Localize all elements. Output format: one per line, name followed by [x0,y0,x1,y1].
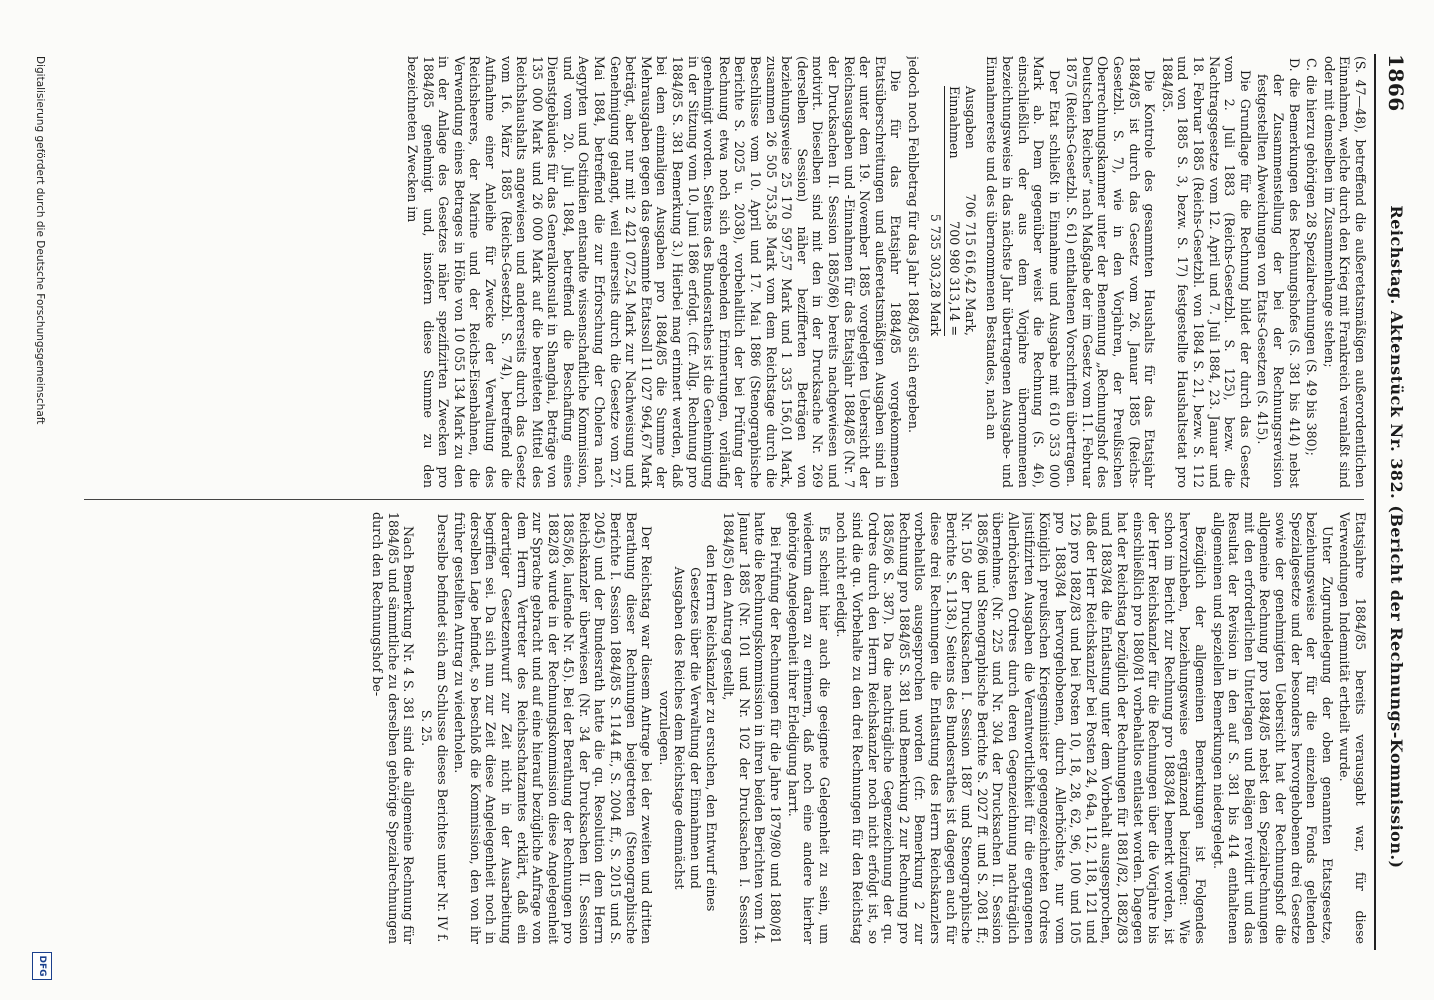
list-item: C. die hierzu gehörigen 28 Spezialrechnungen (S. 49 bis 380); [1304,58,1320,456]
list-item: D. die Bemerkungen des Rechnungshofes (S. 381 bis 414) nebst der Zusammenstellung der bei der Rechnungsrevision festgestellten Abweichungen von Etats-Gesetzen (S. 415). [1255,58,1302,488]
right-column [76,512,1368,944]
dfg-logo: DFG [32,952,52,980]
paragraph: Bei Prüfung der Rechnungen für die Jahre 1879/80 und 1880/81 hatte die Rechnungskommission in ihren beiden Berichten vom 14. Januar 1885 (Nr. 101 und Nr. 102 der Drucksachen I. Session 1884/85) den Antrag gestellt, [721,512,784,944]
page-header [1380,54,1416,950]
paragraph: Nach Bemerkung Nr. 4 S. 381 sind die allgemeine Rechnung für 1884/85 und sämmtliche zu derselben gehörige Spezialrechnungen durch den Rechnungshof be- [370,512,417,944]
sum-value: 700 980 313,14 [947,221,963,322]
paragraph: Etatsjahre 1884/85 bereits verausgabt war, für diese Verwendungen Indemnität ertheilt wurde. [1337,512,1368,944]
sum-block [927,86,978,336]
sum-unit: = [947,325,963,336]
header-rule [1374,54,1376,950]
sum-label: Ausgaben [962,86,978,149]
list-reference: Derselbe befindet sich am Schlusse dieses Berichtes unter Nr. IV f. S. 25. [418,513,450,943]
sum-row-expenditure [962,86,978,336]
paragraph: Unter Zugrundelegung der oben genannten Etatsgesetze, beziehungsweise der für die einzelnen Fonds geltenden Spezialgesetze und der besonders hervorgehobenen drei Gesetze sowie der genehmigten Uebersicht hat der Rechnungshof die allgemeine Rechnung pro 1884/85 nebst den Spezialrechnungen mit den erforderlichen Unterlagen und Belägen revidirt und das Resultat der Revision in den auf S. 381 bis 414 enthaltenen allgemeinen und speziellen Bemerkungen niedergelegt. [1210,512,1335,944]
paragraph: Bezüglich der allgemeinen Bemerkungen ist Folgendes hervorzuheben, beziehungsweise ergänzend beizufügen: Wie schon im Bericht zur Rechnung pro 1883/84 bemerkt worden, ist der Herr Reichskanzler für die Rechnungen über die Vorjahre bis einschließlich pro 1880/81 vorbehaltlos entlastet worden. Dagegen hat der Reichstag bezüglich der Rechnungen für 1881/82, 1882/83 und 1883/84 die Entlastung unter dem Vorbehalt ausgesprochen, daß der Herr Reichskanzler bei Posten 24, 64a, 112, 118, 121 und 126 pro 1882/83 und bei Posten 10, 18, 28, 62, 96, 100 und 105 pro 1883/84 hervorgehobenen, durch Allerhöchste, nur vom Königlich preußischen Kriegsminister gegengezeichneten Ordres justifizirten Ausgaben die Verantwortlichkeit für die ergangenen Allerhöchsten Ordres durch deren Gegenzeichnung nachträglich übernehme. (Nr. 225 und Nr. 304 der Drucksachen II. Session 1885/86 und Stenographische Berichte S. 2027 ff. und S. 2081 ff.; Nr. 150 der Drucksachen I. Session 1887 und Stenographische Berichte S. 1138.) Seitens des Bundesrathes ist dagegen auch für diese drei Rechnungen die Entlastung des Herrn Reichskanzlers vorbehaltlos ausgesprochen worden (cfr. Bemerkung 2 zur Rechnung pro 1884/85 S. 381 und Bemerkung 2 zur Rechnung pro 1885/86 S. 387). Da die nachträgliche Gegenzeichnung der qu. Ordres durch den Herrn Reichskanzler noch nicht erfolgt ist, so sind die qu. Vorbehalte zu den drei Rechnungen für den Reichstag noch nicht erledigt. [834,512,1209,944]
paragraph: Die Kontrole des gesammten Haushalts für das Etatsjahr 1884/85 ist durch das Gesetz vom 26. Januar 1885 (Reichs-Gesetzbl. S. 7), wie in den Vorjahren, der Preußischen Oberrechnungskammer unter der Benennung „Rechnungshof des Deutschen Reiches“ nach Maßgabe der im Gesetz vom 11. Februar 1875 (Reichs-Gesetzbl. S. 61) enthaltenen Vorschriften übertragen. [1064,56,1158,488]
paragraph: Die Grundlage für die Rechnung bildet der durch das Gesetz vom 2. Juli 1883 (Reichs-Gesetzbl. S. 125), bezw. die Nachtragsgesetze vom 12. April und 7. Juli 1884, 23. Januar und 18. Februar 1885 (Reichs-Gesetzbl. von 1884 S. 21, bezw. S. 112 und von 1885 S. 3, bezw. S. 17) festgestellte Haushaltsetat pro 1884/85. [1159,56,1253,488]
sum-total [927,86,945,336]
paragraph: Die für das Etatsjahr 1884/85 vorgekommenen Etatsüberschreitungen und außeretatsmäßigen Ausgaben sind in der unter dem 19. November 1885 vorgelegten Uebersicht der Reichsausgaben und -Einnahmen für das Etatsjahr 1884/85 (Nr. 7 der Drucksachen II. Session 1885/86) bereits nachgewiesen und motivirt. Dieselben sind mit den in der Drucksache Nr. 269 (derselben Session) näher bezifferten Beträgen von beziehungsweise 25 170 597,57 Mark und 1 335 156,01 Mark, zusammen 26 505 753,58 Mark vom dem Reichstage durch die Beschlüsse vom 10. April und 17. Mai 1886 (Stenographische Berichte S. 2025 u. 2038), vorbehaltlich der bei Prüfung der Rechnung etwa noch sich ergebenden Erinnerungen, vorläufig genehmigt worden. Seitens des Bundesrathes ist die Genehmigung in der Sitzung vom 10. Juni 1886 erfolgt. (cfr. Allg. Rechnung pro 1884/85 S. 381 Bemerkung 3.) Hierbei mag erinnert werden, daß bei dem einmaligen Ausgaben pro 1884/85 die Summe der Mehrausgaben gegen das gesammte Etatssoll 11 027 964,67 Mark beträgt, aber nur mit 2 421 072,54 Mark zur Nachweisung und Genehmigung gelangt, weil einerseits durch die Gesetze vom 27. Mai 1884, betreffend die zur Erforschung der Cholera nach Aegypten und Ostindien entsandte wissenschaftliche Kommission, und vom 20. Juli 1884, betreffend die Beschaffung eines Dienstgebäudes für das Generalkonsulat in Shanghai, Beträge von 135 000 Mark und 26 000 Mark auf die bereiteten Mittel des Reichshaushalts angewiesen und andererseits durch das Gesetz vom 16. März 1885 (Reichs-Gesetzbl. S. 74), betreffend die Aufnahme einer Anleihe für Zwecke der Verwaltung des Reichsheeres, der Marine und der Reichs-Eisenbahnen, die Verwendung eines Betrages in Höhe von 10 055 134 Mark zu den in der Anlage des Gesetzes näher spezifizirten Zwecken pro 1884/85 genehmigt und, insofern diese Summe zu den bezeichneten Zwecken im [404,56,904,488]
sum-value: 706 715 616,42 Mark, [962,193,978,336]
paragraph: jedoch noch Fehlbetrag für das Jahr 1884/85 sich ergeben. [905,56,921,433]
page-number: 1866 [1384,54,1408,112]
digitization-credit: Digitalisierung gefördert durch die Deutsche Forschungsgemeinschaft [34,56,46,425]
sum-row-income [947,86,963,336]
sum-label: Einnahmen [947,86,963,159]
list-item: (S. 47—48), betreffend die außeretatsmäßigen außerordentlichen Einnahmen, welche durch den Krieg mit Frankreich veranlaßt sind oder mit demselben im Zusammenhange stehen; [1321,56,1368,488]
quoted-motion: den Herrn Reichskanzler zu ersuchen, den Entwurf eines Gesetzes über die Verwaltung der Einnahmen und Ausgaben des Reiches dem Reichstage demnächst vorzulegen. [656,544,719,912]
paragraph: Der Etat schließt in Einnahme und Ausgabe mit 610 353 000 Mark ab. Dem gegenüber weist die Rechnung (S. 46), einschließlich der aus dem Vorjahre übernommenen bezeichungsweise in das nächste Jahr übertragenen Ausgabe- und Einnahmereste und des übernommenen Bestandes, nach an [984,56,1062,488]
running-title: Reichstag. Aktenstück Nr. 382. (Bericht der Rechnungs-Kommission.) [1387,205,1406,869]
sum-total-value: 5 735 303,28 Mark [927,213,943,336]
left-column [76,56,1368,488]
paragraph: Es scheint hier auch die geeignete Gelegenheit zu sein, um wiederum daran zu erinnern, daß noch eine andere hierher gehörige Angelegenheit ihrer Erledigung harrt. [785,512,832,944]
column-divider [84,499,1364,500]
paragraph: Der Reichstag war diesem Antrage bei der zweiten und dritten Berathung dieser Rechnungen beigetreten (Stenographische Berichte I. Session 1884/85 S. 1144 ff., S. 2004 ff., S. 2015 und S. 2045) und der Bundesrath hatte die qu. Resolution dem Herrn Reichskanzler überwiesen (Nr. 34 der Drucksachen II. Session 1885/86, laufende Nr. 45). Bei der Berathung der Rechnungen pro 1882/83 wurde in der Rechnungskommission diese Angelegenheit zur Sprache gebracht und auf eine hierauf bezügliche Anfrage von dem Herrn Vertreter des Reichsschatzamtes erklärt, daß ein derartiger Gesetzentwurf zur Zeit nicht in der Ausarbeitung begriffen sei. Da sich nun zur Zeit diese Angelegenheit noch in derselben Lage befindet, so beschloß die Kommission, den von ihr früher gestellten Antrag zu wiederholen. [452,512,655,944]
